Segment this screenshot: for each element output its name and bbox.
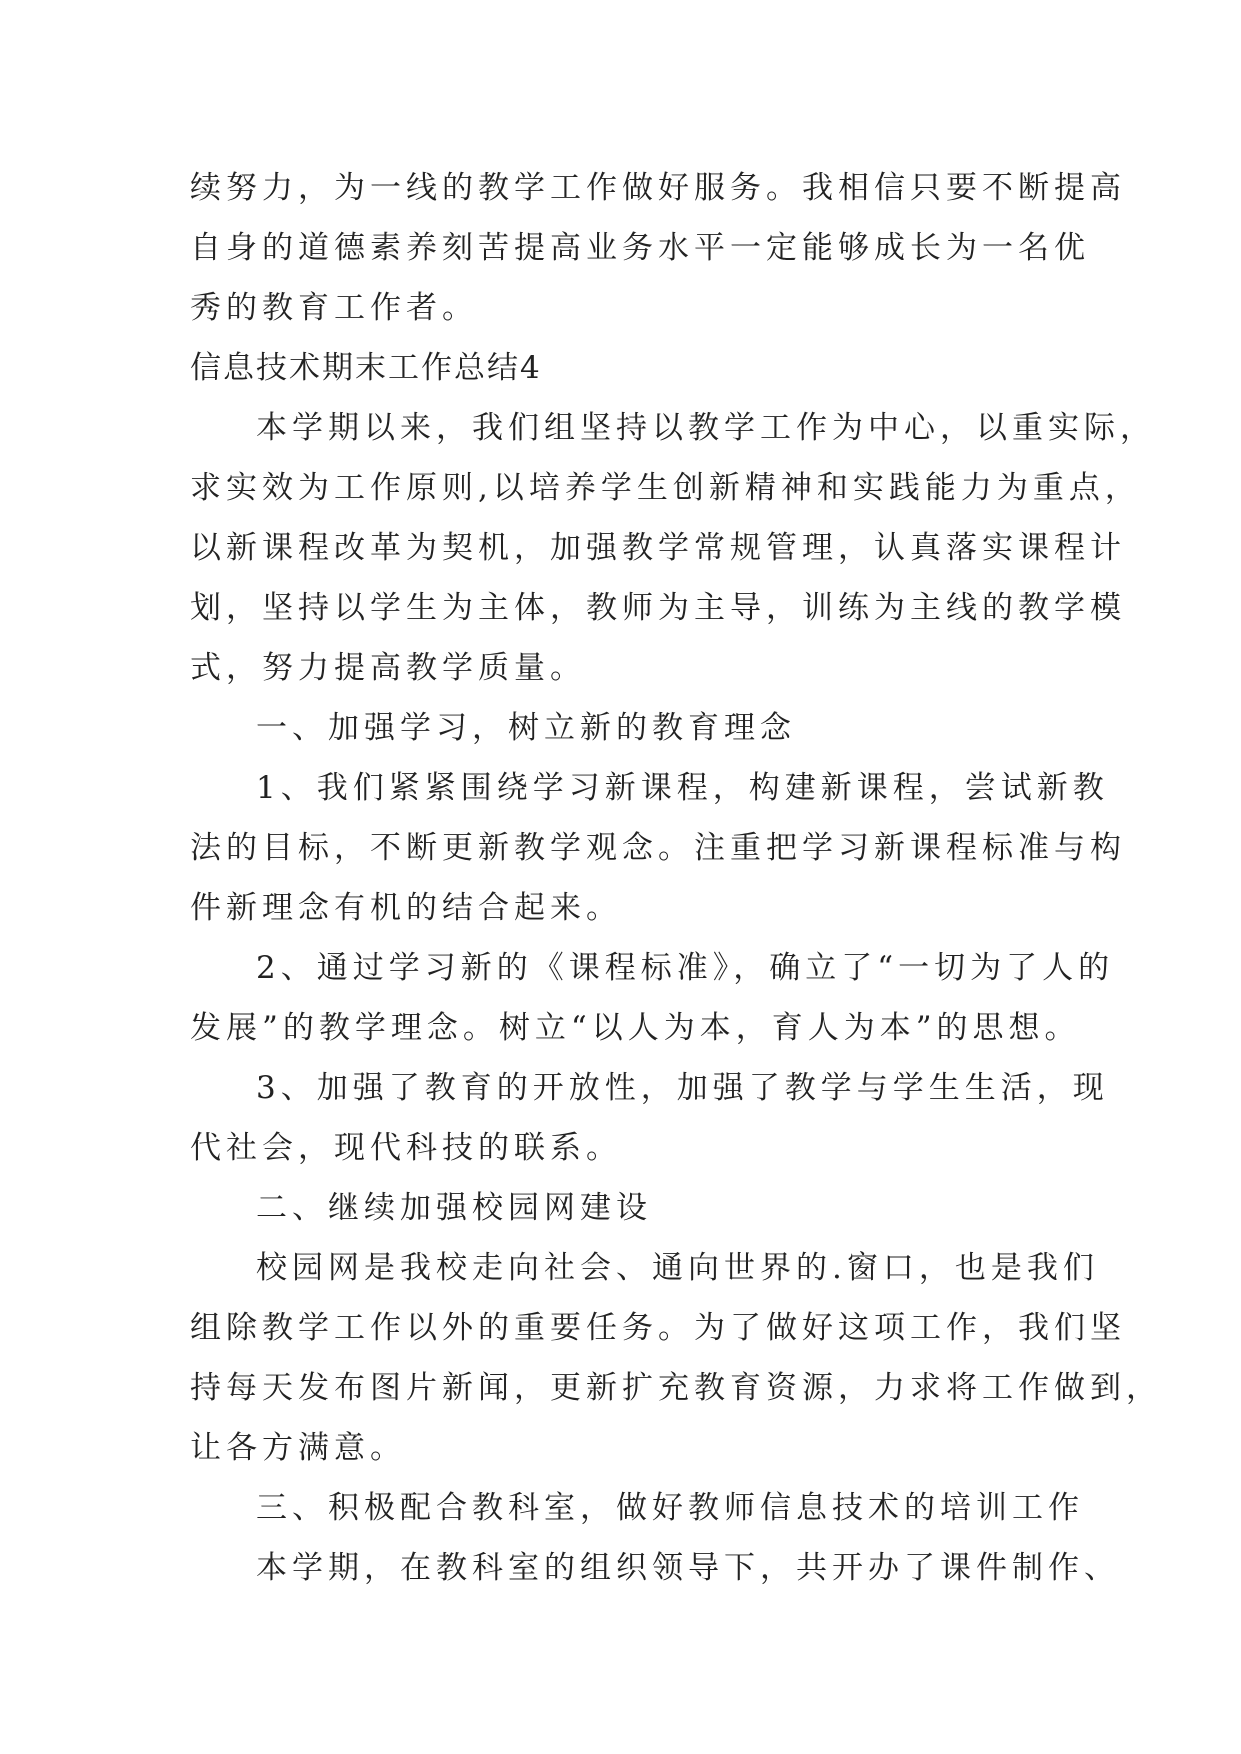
paragraph-first-line: 2、通过学习新的《课程标准》，确立了“一切为了人的 [256, 950, 1115, 986]
text-line: 求实效为工作原则,以培养学生创新精神和实践能力为重点， [190, 470, 1141, 506]
text-line: 式，努力提高教学质量。 [190, 650, 586, 686]
paragraph-first-line: 本学期，在教科室的组织领导下，共开办了课件制作、 [256, 1550, 1120, 1586]
text-line: 代社会，现代科技的联系。 [190, 1130, 622, 1166]
text-line: 发展”的教学理念。树立“以人为本，育人为本”的思想。 [190, 1010, 1081, 1046]
text-line: 续努力，为一线的教学工作做好服务。我相信只要不断提高 [190, 170, 1126, 206]
text-line: 秀的教育工作者。 [190, 290, 478, 326]
paragraph-first-line: 校园网是我校走向社会、通向世界的.窗口，也是我们 [256, 1250, 1099, 1286]
text-line: 划，坚持以学生为主体，教师为主导，训练为主线的教学模 [190, 590, 1126, 626]
paragraph-first-line: 1、我们紧紧围绕学习新课程，构建新课程，尝试新教 [256, 770, 1109, 806]
text-line: 法的目标，不断更新教学观念。注重把学习新课程标准与构 [190, 830, 1126, 866]
paragraph-first-line: 本学期以来，我们组坚持以教学工作为中心，以重实际， [256, 410, 1156, 446]
text-line: 件新理念有机的结合起来。 [190, 890, 622, 926]
subheading: 二、继续加强校园网建设 [256, 1190, 652, 1226]
text-line: 以新课程改革为契机，加强教学常规管理，认真落实课程计 [190, 530, 1126, 566]
paragraph-first-line: 3、加强了教育的开放性，加强了教学与学生生活，现 [256, 1070, 1109, 1106]
text-line: 自身的道德素养刻苦提高业务水平一定能够成长为一名优 [190, 230, 1090, 266]
subheading: 一、加强学习，树立新的教育理念 [256, 710, 796, 746]
document-body [190, 158, 1162, 1598]
section-title: 信息技术期末工作总结4 [190, 350, 542, 386]
text-line: 组除教学工作以外的重要任务。为了做好这项工作，我们坚 [190, 1310, 1126, 1346]
subheading: 三、积极配合教科室，做好教师信息技术的培训工作 [256, 1490, 1084, 1526]
text-line: 让各方满意。 [190, 1430, 406, 1466]
text-line: 持每天发布图片新闻，更新扩充教育资源，力求将工作做到， [190, 1370, 1162, 1406]
